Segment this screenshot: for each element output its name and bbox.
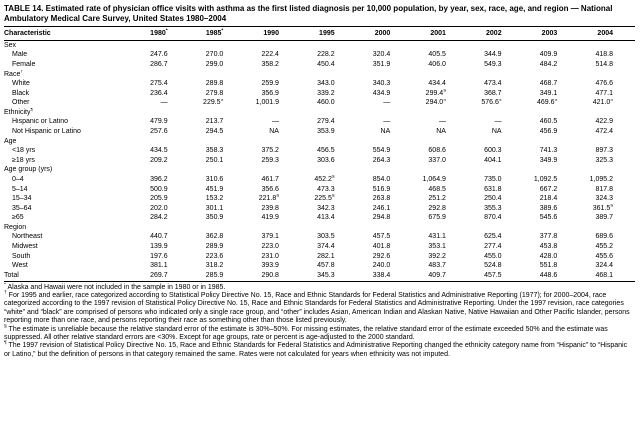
cell-value: — bbox=[160, 99, 168, 107]
row-label: <18 yrs bbox=[12, 147, 36, 155]
cell-value: 409.9 bbox=[539, 51, 558, 59]
row-label: Northeast bbox=[12, 233, 43, 241]
table-row bbox=[4, 214, 635, 224]
table-row bbox=[4, 233, 635, 243]
section-row bbox=[4, 166, 635, 176]
cell-value: 460.0 bbox=[317, 99, 335, 107]
cell-value: 469.6§ bbox=[536, 98, 558, 107]
cell-value: 422.9 bbox=[595, 118, 613, 126]
cell-value: 374.4 bbox=[317, 243, 335, 250]
footnote: ¶ The 1997 revision of Statistical Policy Directive No. 15, Race and Ethnic Standards for Federal Statistics and Administrative Reporting changed the ethnicity category name from “Hispanic” to “Hispanic or Latino,” but the definition of persons in that category remained the same. Rates were not calculated for years when ethnicity was not imputed. bbox=[4, 341, 628, 358]
table-row bbox=[4, 261, 635, 271]
cell-value: 741.3 bbox=[539, 147, 558, 155]
cell-value: 351.9 bbox=[372, 61, 391, 69]
table-row bbox=[4, 147, 635, 157]
data-table bbox=[4, 27, 635, 281]
cell-value: 263.8 bbox=[372, 195, 391, 203]
cell-value: 301.1 bbox=[205, 204, 224, 212]
cell-value: 457.8 bbox=[317, 262, 335, 270]
cell-value: 250.1 bbox=[205, 156, 224, 164]
cell-value: 350.9 bbox=[205, 214, 224, 222]
cell-value: 396.2 bbox=[150, 175, 168, 183]
cell-value: 222.4 bbox=[261, 51, 279, 59]
row-label: South bbox=[12, 252, 31, 260]
cell-value: NA bbox=[269, 128, 279, 136]
table-row bbox=[4, 204, 635, 214]
cell-value: 434.5 bbox=[150, 147, 168, 155]
cell-value: 608.6 bbox=[428, 147, 446, 155]
cell-value: 549.3 bbox=[484, 61, 502, 69]
cell-value: 409.7 bbox=[428, 271, 446, 279]
cell-value: NA bbox=[436, 128, 446, 136]
table-row bbox=[4, 60, 635, 70]
row-label: Total bbox=[4, 271, 19, 279]
cell-value: 401.8 bbox=[372, 243, 391, 250]
cell-value: 406.0 bbox=[428, 61, 446, 69]
cell-value: 455.2 bbox=[595, 243, 613, 250]
table-row bbox=[4, 156, 635, 166]
section-row bbox=[4, 108, 635, 118]
cell-value: 500.9 bbox=[150, 185, 168, 193]
cell-value: 231.0 bbox=[261, 252, 279, 260]
section-row bbox=[4, 137, 635, 147]
cell-value: 689.6 bbox=[595, 233, 613, 241]
section-row bbox=[4, 41, 635, 51]
cell-value: 139.9 bbox=[150, 243, 168, 250]
cell-value: 405.5 bbox=[428, 51, 446, 59]
cell-value: 279.4 bbox=[317, 118, 335, 126]
cell-value: 389.6 bbox=[539, 204, 558, 212]
column-header-year-1990: 1990 bbox=[245, 27, 301, 40]
cell-value: 358.2 bbox=[261, 61, 279, 69]
cell-value: 455.6 bbox=[595, 252, 613, 260]
cell-value: 318.2 bbox=[205, 262, 224, 270]
column-header-year-2000: 2000 bbox=[357, 27, 413, 40]
cell-value: 421.0§ bbox=[592, 98, 613, 107]
cell-value: 246.1 bbox=[372, 204, 391, 212]
cell-value: 320.4 bbox=[372, 51, 391, 59]
cell-value: 275.4 bbox=[150, 80, 168, 88]
cell-value: 457.5 bbox=[484, 271, 502, 279]
cell-value: 477.1 bbox=[595, 89, 613, 97]
cell-value: 303.5 bbox=[317, 233, 335, 241]
footnote-marker: * bbox=[4, 282, 6, 288]
cell-value: 516.9 bbox=[372, 185, 391, 193]
cell-value: 735.0 bbox=[484, 175, 502, 183]
column-header-year-1995: 1995 bbox=[301, 27, 357, 40]
table-row bbox=[4, 51, 635, 61]
cell-value: 545.6 bbox=[539, 214, 558, 222]
cell-value: 440.7 bbox=[150, 233, 168, 241]
cell-value: 854.0 bbox=[372, 175, 391, 183]
cell-value: 339.2 bbox=[317, 89, 335, 97]
cell-value: 381.1 bbox=[150, 262, 168, 270]
cell-value: 209.2 bbox=[150, 156, 168, 164]
cell-value: 473.4 bbox=[484, 80, 502, 88]
cell-value: 452.2§ bbox=[314, 175, 335, 183]
cell-value: 250.4 bbox=[484, 195, 502, 203]
cell-value: 428.0 bbox=[539, 252, 558, 260]
cell-value: 472.4 bbox=[595, 128, 613, 136]
row-label: Not Hispanic or Latino bbox=[12, 128, 81, 136]
row-label: Age group (yrs) bbox=[4, 166, 53, 174]
cell-value: 228.2 bbox=[317, 51, 335, 59]
cell-value: 205.9 bbox=[150, 195, 168, 203]
cell-value: 368.7 bbox=[484, 89, 502, 97]
cell-value: 239.8 bbox=[261, 204, 279, 212]
cell-value: 310.6 bbox=[205, 175, 224, 183]
cell-value: — bbox=[383, 118, 391, 126]
row-label: Other bbox=[12, 99, 30, 107]
cell-value: 524.8 bbox=[484, 262, 502, 270]
cell-value: 419.9 bbox=[261, 214, 279, 222]
cell-value: 269.7 bbox=[150, 271, 168, 279]
cell-value: 1,095.2 bbox=[589, 175, 613, 183]
row-label: ≥65 bbox=[12, 214, 24, 222]
row-label: Midwest bbox=[12, 243, 38, 250]
row-label: West bbox=[12, 262, 28, 270]
column-header-year-1985: 1985* bbox=[190, 27, 246, 40]
cell-value: 247.6 bbox=[150, 51, 168, 59]
cell-value: 389.7 bbox=[595, 214, 613, 222]
cell-value: 303.6 bbox=[317, 156, 335, 164]
cell-value: 456.9 bbox=[539, 128, 558, 136]
cell-value: 817.8 bbox=[595, 185, 613, 193]
cell-value: 344.9 bbox=[484, 51, 502, 59]
cell-value: 270.0 bbox=[205, 51, 224, 59]
table-title: TABLE 14. Estimated rate of physician office visits with asthma as the first listed diagnosis per 10,000 population, by year, sex, race, age, and region — National Ambulatory Medical Care Survey, United States 1980–2004 bbox=[4, 4, 635, 27]
footnotes bbox=[4, 282, 635, 360]
row-label: Black bbox=[12, 89, 30, 97]
cell-value: 625.4 bbox=[484, 233, 502, 241]
cell-value: 284.2 bbox=[150, 214, 168, 222]
cell-value: 393.9 bbox=[261, 262, 279, 270]
cell-value: 324.4 bbox=[595, 262, 613, 270]
cell-value: 251.2 bbox=[428, 195, 446, 203]
cell-value: 299.4§ bbox=[425, 89, 446, 97]
cell-value: 461.7 bbox=[261, 175, 279, 183]
footnote-marker: § bbox=[4, 324, 7, 330]
cell-value: 299.0 bbox=[205, 61, 224, 69]
cell-value: 213.7 bbox=[205, 118, 224, 126]
section-row bbox=[4, 223, 635, 233]
cell-value: 404.1 bbox=[484, 156, 502, 164]
cell-value: 218.4 bbox=[539, 195, 558, 203]
cell-value: 338.4 bbox=[372, 271, 391, 279]
cell-value: 264.3 bbox=[372, 156, 391, 164]
table-row bbox=[4, 99, 635, 109]
cell-value: 361.5§ bbox=[592, 204, 613, 212]
table-row bbox=[4, 118, 635, 128]
cell-value: 667.2 bbox=[539, 185, 558, 193]
table-row bbox=[4, 175, 635, 185]
cell-value: 294.0§ bbox=[425, 98, 446, 107]
cell-value: 1,092.5 bbox=[533, 175, 558, 183]
column-header-year-2003: 2003 bbox=[524, 27, 580, 40]
empty-cells bbox=[134, 41, 635, 51]
cell-value: 448.6 bbox=[539, 271, 558, 279]
table-row bbox=[4, 194, 635, 204]
cell-value: 340.3 bbox=[372, 80, 391, 88]
cell-value: 292.6 bbox=[372, 252, 391, 260]
cell-value: 221.8§ bbox=[258, 194, 279, 203]
cell-value: 455.0 bbox=[484, 252, 502, 260]
section-row bbox=[4, 70, 635, 80]
cell-value: 450.4 bbox=[317, 61, 335, 69]
footnote-marker: ¶ bbox=[4, 341, 7, 347]
cell-value: — bbox=[438, 118, 446, 126]
row-label: 15–34 bbox=[12, 195, 32, 203]
cell-value: 456.5 bbox=[317, 147, 335, 155]
cell-value: 349.9 bbox=[539, 156, 558, 164]
cell-value: 675.9 bbox=[428, 214, 446, 222]
table-row bbox=[4, 252, 635, 262]
cell-value: — bbox=[494, 118, 502, 126]
row-label: Race† bbox=[4, 69, 24, 78]
cell-value: 223.0 bbox=[261, 243, 279, 250]
table-row bbox=[4, 242, 635, 252]
cell-value: 483.7 bbox=[428, 262, 446, 270]
cell-value: 294.8 bbox=[372, 214, 391, 222]
empty-cells bbox=[134, 108, 635, 118]
cell-value: 279.8 bbox=[205, 89, 224, 97]
cell-value: 413.4 bbox=[317, 214, 335, 222]
cell-value: 356.6 bbox=[261, 185, 279, 193]
cell-value: 358.3 bbox=[205, 147, 224, 155]
cell-value: 362.8 bbox=[205, 233, 224, 241]
cell-value: 342.3 bbox=[317, 204, 335, 212]
table-body bbox=[4, 41, 635, 281]
cell-value: 225.5§ bbox=[314, 194, 335, 203]
cell-value: 290.8 bbox=[261, 271, 279, 279]
cell-value: 197.6 bbox=[150, 252, 168, 260]
table-header bbox=[4, 27, 635, 40]
footnote-marker: † bbox=[4, 290, 7, 296]
cell-value: 353.1 bbox=[428, 243, 446, 250]
cell-value: 324.3 bbox=[595, 195, 613, 203]
table-row bbox=[4, 79, 635, 89]
cell-value: 468.7 bbox=[539, 80, 558, 88]
row-label: 0–4 bbox=[12, 175, 24, 183]
cell-value: 514.8 bbox=[595, 61, 613, 69]
column-header-year-2002: 2002 bbox=[468, 27, 524, 40]
cell-value: NA bbox=[380, 128, 391, 136]
cell-value: 259.9 bbox=[261, 80, 279, 88]
row-label: Male bbox=[12, 51, 28, 59]
cell-value: 418.8 bbox=[595, 51, 613, 59]
column-header-year-1980: 1980* bbox=[134, 27, 190, 40]
footnote: § The estimate is unreliable because the relative standard error of the estimate is 30%–50%. For missing estimates, the relative standard error of the estimate exceeded 50% and the estimate was suppressed. All other relative standard errors are <30%. Except for age groups, rate or percent is age-adjusted to the 2000 standard. bbox=[4, 324, 608, 341]
cell-value: 468.5 bbox=[428, 185, 446, 193]
cell-value: 484.2 bbox=[539, 61, 558, 69]
cell-value: 479.9 bbox=[150, 118, 168, 126]
cell-value: 392.2 bbox=[428, 252, 446, 260]
empty-cells bbox=[134, 137, 635, 147]
cell-value: 285.9 bbox=[205, 271, 224, 279]
table-row bbox=[4, 127, 635, 137]
cell-value: 282.1 bbox=[317, 252, 335, 260]
cell-value: 473.3 bbox=[317, 185, 335, 193]
cell-value: 453.8 bbox=[539, 243, 558, 250]
cell-value: 1,064.9 bbox=[422, 175, 446, 183]
cell-value: 343.0 bbox=[317, 80, 335, 88]
row-label: 35–64 bbox=[12, 204, 32, 212]
cell-value: 375.2 bbox=[261, 147, 279, 155]
column-header-year-2004: 2004 bbox=[579, 27, 635, 40]
footnote: † For 1995 and earlier, race categorized according to Statistical Policy Directive No. 15, Race and Ethnic Standards for Federal Statistics and Administrative Reporting (1977); for 2000–2004, race categorized according to the 1997 revision of Statistical Policy Directive No. 15, Race and Ethnic Standards for Federal Statistics and Administrative Reporting. Under the 1997 revision, race categories “white” and “black” are comprised of persons who indicated only a single race group, and “other” includes Asian, American Indian and Alaskan Native, Native Hawaiian and Other Pacific Islander, persons reporting more than one race, and persons reporting their race as something other than those listed previously. bbox=[4, 290, 630, 325]
cell-value: 468.1 bbox=[595, 271, 613, 279]
cell-value: 431.1 bbox=[428, 233, 446, 241]
cell-value: 476.6 bbox=[595, 80, 613, 88]
cell-value: 631.8 bbox=[484, 185, 502, 193]
cell-value: 1,001.9 bbox=[255, 99, 279, 107]
cell-value: 286.7 bbox=[150, 61, 168, 69]
cell-value: 349.1 bbox=[539, 89, 558, 97]
cell-value: 600.3 bbox=[484, 147, 502, 155]
cell-value: — bbox=[383, 99, 391, 107]
row-label: Female bbox=[12, 61, 36, 69]
cell-value: 259.3 bbox=[261, 156, 279, 164]
cell-value: 451.9 bbox=[205, 185, 224, 193]
row-label: 5–14 bbox=[12, 185, 28, 193]
cell-value: 337.0 bbox=[428, 156, 446, 164]
cell-value: 289.8 bbox=[205, 80, 224, 88]
cell-value: 289.9 bbox=[205, 243, 224, 250]
cell-value: 434.4 bbox=[428, 80, 446, 88]
row-label: Age bbox=[4, 137, 17, 145]
cell-value: 345.3 bbox=[317, 271, 335, 279]
cell-value: 457.5 bbox=[372, 233, 391, 241]
table-row bbox=[4, 185, 635, 195]
cell-value: 434.9 bbox=[372, 89, 391, 97]
total-row bbox=[4, 271, 635, 281]
cell-value: 897.3 bbox=[595, 147, 613, 155]
row-label: Hispanic or Latino bbox=[12, 118, 69, 126]
footnote: * Alaska and Hawaii were not included in the sample in 1980 or in 1985. bbox=[4, 282, 226, 291]
cell-value: NA bbox=[491, 128, 502, 136]
empty-cells bbox=[134, 223, 635, 233]
cell-value: 236.4 bbox=[150, 89, 168, 97]
cell-value: 325.3 bbox=[595, 156, 613, 164]
cell-value: 554.9 bbox=[372, 147, 391, 155]
cell-value: 356.9 bbox=[261, 89, 279, 97]
empty-cells bbox=[134, 70, 635, 80]
cell-value: 379.1 bbox=[261, 233, 279, 241]
row-label: White bbox=[12, 80, 30, 88]
table-row bbox=[4, 89, 635, 99]
table-header-row bbox=[4, 27, 635, 40]
row-label: Sex bbox=[4, 41, 17, 49]
row-label: Ethnicity¶ bbox=[4, 108, 34, 116]
column-header-year-2001: 2001 bbox=[412, 27, 468, 40]
cell-value: 229.5§ bbox=[203, 98, 224, 107]
cell-value: 153.2 bbox=[205, 195, 224, 203]
row-label: Region bbox=[4, 223, 27, 231]
cell-value: 202.0 bbox=[150, 204, 168, 212]
cell-value: 223.6 bbox=[205, 252, 224, 260]
cell-value: 353.9 bbox=[317, 128, 335, 136]
cell-value: 240.0 bbox=[372, 262, 391, 270]
empty-cells bbox=[134, 166, 635, 176]
cell-value: 576.6§ bbox=[481, 98, 502, 107]
cell-value: 257.6 bbox=[150, 128, 168, 136]
cell-value: 377.8 bbox=[539, 233, 558, 241]
cell-value: — bbox=[271, 118, 279, 126]
cell-value: 277.4 bbox=[484, 243, 502, 250]
cell-value: 870.4 bbox=[484, 214, 502, 222]
column-header-characteristic: Characteristic bbox=[4, 27, 134, 40]
cell-value: 460.5 bbox=[539, 118, 558, 126]
cell-value: 551.8 bbox=[539, 262, 558, 270]
row-label: ≥18 yrs bbox=[12, 156, 35, 164]
cell-value: 355.3 bbox=[484, 204, 502, 212]
cell-value: 292.8 bbox=[428, 204, 446, 212]
cell-value: 294.5 bbox=[205, 128, 224, 136]
